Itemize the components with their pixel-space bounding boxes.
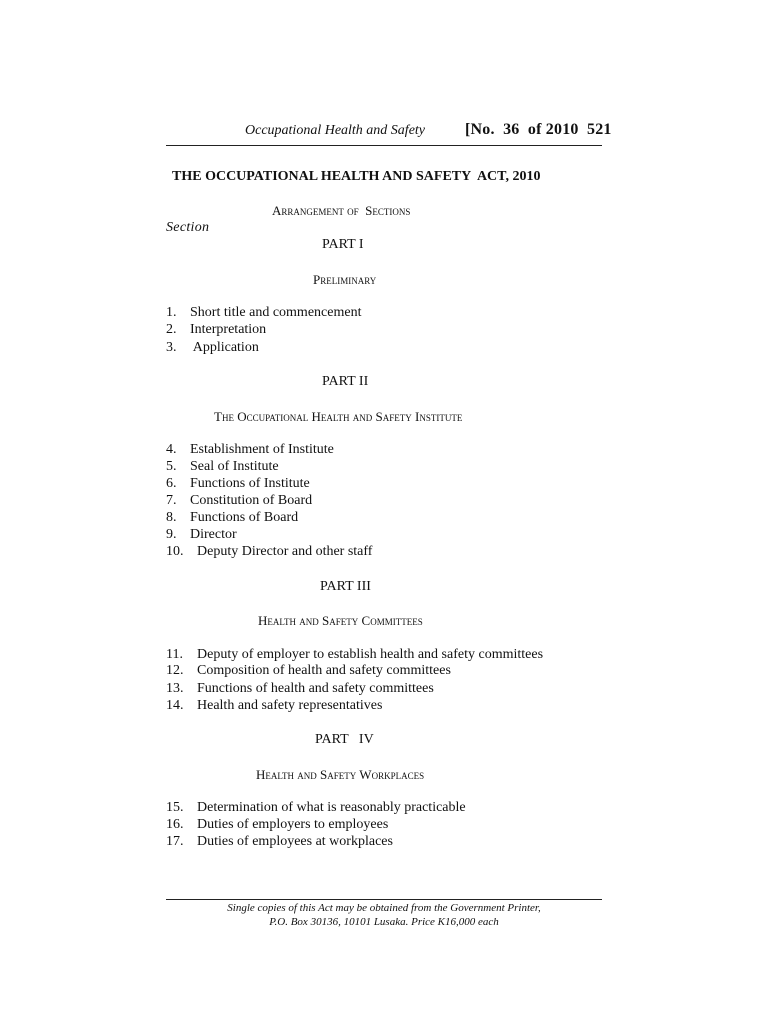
item-number: 11. [166,647,183,662]
part-4-title: PART IV [315,732,374,747]
item-number: 9. [166,527,177,542]
list-item [166,476,310,492]
act-title: THE OCCUPATIONAL HEALTH AND SAFETY ACT, 2010 [172,169,541,184]
footer-note-line-1: Single copies of this Act may be obtained from the Government Printer, [227,902,541,914]
item-number: 8. [166,510,177,525]
item-text: Functions of Board [190,510,299,525]
list-item [166,340,259,356]
item-text: Director [190,527,237,542]
item-number: 7. [166,493,177,508]
item-text: Deputy Director and other staff [197,544,373,559]
list-item [166,834,393,850]
item-number: 12. [166,663,184,678]
list-item [166,527,237,543]
item-number: 6. [166,476,177,491]
part-1-heading: Preliminary [313,272,377,287]
list-item [166,459,279,475]
item-text: Deputy of employer to establish health and safety committees [197,647,544,662]
list-item [166,442,334,458]
section-label: Section [166,220,210,235]
footer-rule [166,899,602,900]
item-number: 1. [166,305,177,320]
item-text: Establishment of Institute [190,442,334,457]
item-text: Interpretation [190,322,267,337]
part-3-title: PART III [320,579,371,594]
footer-note-line-2: P.O. Box 30136, 10101 Lusaka. Price K16,000 each [269,916,499,928]
item-number: 10. [166,544,184,559]
list-item [166,305,361,321]
item-number: 5. [166,459,177,474]
item-number: 16. [166,817,184,832]
item-number: 14. [166,698,184,713]
item-number: 13. [166,681,184,696]
list-item [166,817,388,833]
item-text: Determination of what is reasonably practicable [197,800,466,815]
part-3-heading: Health and Safety Committees [258,613,423,628]
item-text: Short title and commencement [190,305,362,320]
item-text: Duties of employers to employees [197,817,389,832]
item-number: 15. [166,800,184,815]
item-number: 17. [166,834,184,849]
list-item [166,698,382,714]
item-number: 3. [166,340,177,355]
list-item [166,800,466,816]
gazette-reference: [No. 36 of 2010 521 [465,121,612,138]
list-item [166,681,434,697]
item-number: 2. [166,322,177,337]
item-text: Constitution of Board [190,493,313,508]
list-item [166,510,298,526]
arrangement-heading: Arrangement of Sections [272,203,411,218]
item-text: Duties of employees at workplaces [197,834,393,849]
item-number: 4. [166,442,177,457]
item-text: Composition of health and safety committees [197,663,451,678]
part-2-heading: The Occupational Health and Safety Institute [214,409,463,424]
item-text: Functions of health and safety committees [197,681,434,696]
item-text: Health and safety representatives [197,698,383,713]
running-title: Occupational Health and Safety [245,123,426,138]
header-rule [166,145,602,146]
list-item [166,544,372,560]
item-text: Application [190,340,259,355]
list-item [166,663,451,679]
list-item [166,493,312,509]
part-4-heading: Health and Safety Workplaces [256,767,425,782]
item-text: Seal of Institute [190,459,279,474]
part-1-title: PART I [322,237,364,252]
part-2-title: PART II [322,374,369,389]
item-text: Functions of Institute [190,476,310,491]
list-item [166,322,266,338]
list-item [166,647,543,663]
